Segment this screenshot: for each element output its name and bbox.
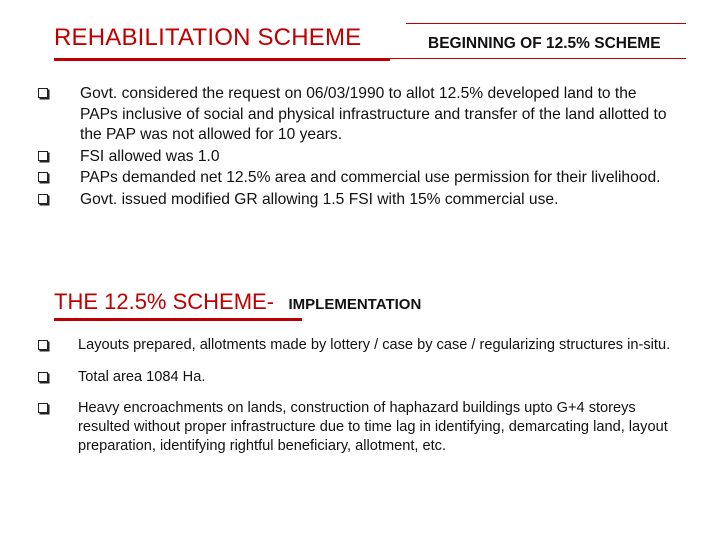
square-bullet-icon	[38, 172, 48, 182]
bullet-text: Heavy encroachments on lands, construction of haphazard buildings upto G+4 storeys resulted without proper infrastructure due to time lag in identifying, demarcating land, layout preparation, identifying rightful beneficiary, allotment, etc.	[78, 400, 668, 454]
square-bullet-icon	[38, 403, 48, 413]
square-bullet-icon	[38, 372, 48, 382]
bullet-text: Govt. considered the request on 06/03/1990 to allot 12.5% developed land to the PAPs inclusive of social and physical infrastructure and transfer of the land allotted to the PAP was not allowed for 10 years.	[80, 85, 667, 143]
bullet-text: Govt. issued modified GR allowing 1.5 FSI with 15% commercial use.	[80, 190, 559, 208]
subtitle-top-rule	[406, 23, 686, 24]
section2-title: THE 12.5% SCHEME-	[54, 289, 275, 314]
subtitle-bottom-rule	[390, 58, 686, 59]
section2-heading	[54, 289, 421, 315]
section1-bullet-list	[38, 84, 678, 211]
bullet-text: Total area 1084 Ha.	[78, 369, 206, 385]
section2-underline	[54, 318, 302, 321]
list-item	[38, 336, 678, 355]
section2-bullet-list	[38, 336, 678, 456]
square-bullet-icon	[38, 194, 48, 204]
list-item	[38, 147, 678, 168]
square-bullet-icon	[38, 88, 48, 98]
page-title: REHABILITATION SCHEME	[54, 24, 362, 51]
bullet-text: Layouts prepared, allotments made by lottery / case by case / regularizing structures in-situ.	[78, 337, 671, 353]
bullet-text: PAPs demanded net 12.5% area and commercial use permission for their livelihood.	[80, 169, 661, 186]
square-bullet-icon	[38, 340, 48, 350]
section2-subtitle: IMPLEMENTATION	[288, 296, 422, 313]
square-bullet-icon	[38, 151, 48, 161]
title-underline	[54, 58, 390, 61]
list-item	[38, 84, 678, 146]
bullet-text: FSI allowed was 1.0	[80, 147, 220, 165]
list-item	[38, 368, 678, 387]
page-subtitle: BEGINNING OF 12.5% SCHEME	[428, 35, 661, 52]
list-item	[38, 190, 678, 211]
list-item	[38, 168, 678, 189]
list-item	[38, 399, 678, 456]
